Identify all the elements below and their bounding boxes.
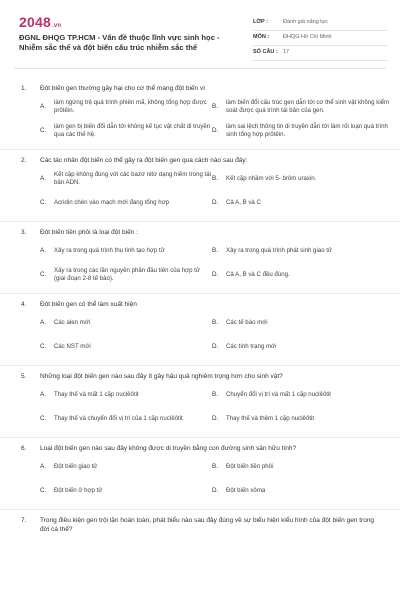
option-b[interactable]: B. làm biến đổi cấu trúc gen dẫn tới cơ thể sinh vật không kiểm soát được quá trình tái bản của gen. bbox=[212, 98, 390, 114]
option-c[interactable]: C. Các NST mới bbox=[40, 342, 91, 350]
option-a[interactable]: A. làm ngừng trệ quá trình phiên mã, không tổng hợp được prôtêin. bbox=[40, 98, 207, 114]
question-text: 5. Những loại đột biến gen nào sau đây ít gây hậu quả nghiêm trọng hơn cho sinh vật? bbox=[21, 373, 283, 380]
question-3 bbox=[0, 222, 400, 294]
site-logo[interactable]: 2048.vn bbox=[19, 14, 62, 30]
question-list bbox=[0, 78, 400, 540]
meta-value: ĐHQG Hồ Chí Minh bbox=[283, 34, 332, 40]
question-number: 4. bbox=[21, 301, 27, 308]
question-text: 3. Đột biến tiền phôi là loại đột biến : bbox=[21, 229, 138, 236]
question-text: 7. Trong điều kiện gen trội lặn hoàn toàn, phát biểu nào sau đây đúng về sự biểu hiện kiểu hình của đột biến gen trong đời cá thể? bbox=[21, 517, 375, 533]
meta-label: SỐ CÂU : bbox=[253, 49, 278, 55]
document-title: ĐGNL ĐHQG TP.HCM - Vấn đề thuộc lĩnh vực sinh học - Nhiễm sắc thể và đột biến cấu trúc nhiễm sắc thể bbox=[19, 33, 220, 52]
option-a[interactable]: A. Kết cặp không đúng với các bazơ nitơ dạng hiếm trong tái bản ADN. bbox=[40, 170, 211, 186]
header-divider bbox=[14, 68, 386, 69]
meta-row-count bbox=[253, 46, 388, 61]
option-d[interactable]: D. Đột biến xôma bbox=[212, 486, 266, 494]
question-text: 2. Các tác nhân đột biến có thể gây ra đột biến gen qua cách nào sau đây: bbox=[21, 157, 248, 164]
meta-label: MÔN : bbox=[253, 34, 270, 40]
meta-label: LỚP : bbox=[253, 19, 268, 25]
option-b[interactable]: B. Các tế bào mới bbox=[212, 318, 268, 326]
option-d[interactable]: D. Cả A, B và C bbox=[212, 198, 261, 206]
question-4 bbox=[0, 294, 400, 366]
question-1 bbox=[0, 78, 400, 150]
page-header bbox=[0, 0, 400, 68]
question-number: 2. bbox=[21, 157, 27, 164]
question-5 bbox=[0, 366, 400, 438]
option-b[interactable]: B. Đột biến tiền phôi bbox=[212, 462, 274, 470]
question-6 bbox=[0, 438, 400, 510]
option-a[interactable]: A. Xảy ra trong quá trình thụ tinh tạo hợp tử bbox=[40, 246, 165, 254]
question-number: 7. bbox=[21, 517, 27, 524]
option-c[interactable]: C. làm gen bị biến đổi dẫn tới không kế tục vật chất di truyền qua các thế hệ. bbox=[40, 122, 211, 138]
option-c[interactable]: C. Đột biến ở hợp tử bbox=[40, 486, 103, 494]
option-c[interactable]: C. Thay thế và chuyển đổi vị trí của 1 cặp nuclêôtit bbox=[40, 414, 183, 422]
option-d[interactable]: D. làm sai lệch thông tin di truyền dẫn tới làm rối loạn quá trình sinh tổng hợp prôtêin. bbox=[212, 122, 388, 138]
question-number: 3. bbox=[21, 229, 27, 236]
option-b[interactable]: B. Chuyển đổi vị trí và mất 1 cặp nuclêôtit bbox=[212, 390, 332, 398]
option-d[interactable]: D. Thay thế và thêm 1 cặp nuclêôtit bbox=[212, 414, 315, 422]
option-a[interactable]: A. Thay thế và mất 1 cặp nuclêôtit bbox=[40, 390, 139, 398]
question-7 bbox=[0, 510, 400, 540]
question-text: 4. Đột biến gen có thể làm xuất hiện bbox=[21, 301, 137, 308]
option-d[interactable]: D. Các tính trạng mới bbox=[212, 342, 277, 350]
meta-row-subject bbox=[253, 31, 388, 46]
document-meta bbox=[253, 16, 388, 61]
meta-value: 17 bbox=[283, 49, 290, 55]
question-number: 5. bbox=[21, 373, 27, 380]
question-text: 6. Loại đột biến gen nào sau đây không được di truyền bằng con đường sinh sản hữu tính? bbox=[21, 445, 297, 452]
option-c[interactable]: C. Acridin chèn vào mạch mới đang tổng hợp bbox=[40, 198, 170, 206]
question-text: 1. Đột biến gen thường gây hại cho cơ thể mang đột biến vì bbox=[21, 85, 206, 92]
option-c[interactable]: C. Xảy ra trong các lần nguyên phân đầu tiên của hợp tử (giai đoạn 2-8 tế bào). bbox=[40, 266, 200, 282]
option-b[interactable]: B. Xảy ra trong quá trình phát sinh giao tử bbox=[212, 246, 333, 254]
option-d[interactable]: D. Cả A, B và C đều đúng. bbox=[212, 270, 290, 278]
option-a[interactable]: A. Các alen mới bbox=[40, 318, 91, 326]
option-a[interactable]: A. Đột biến giao tử bbox=[40, 462, 98, 470]
question-number: 1. bbox=[21, 85, 27, 92]
option-b[interactable]: B. Kết cặp nhầm với 5- brôm uraxin. bbox=[212, 174, 317, 182]
meta-row-class bbox=[253, 16, 388, 31]
question-number: 6. bbox=[21, 445, 27, 452]
meta-value: Đánh giá năng lực bbox=[283, 19, 328, 25]
question-2 bbox=[0, 150, 400, 222]
